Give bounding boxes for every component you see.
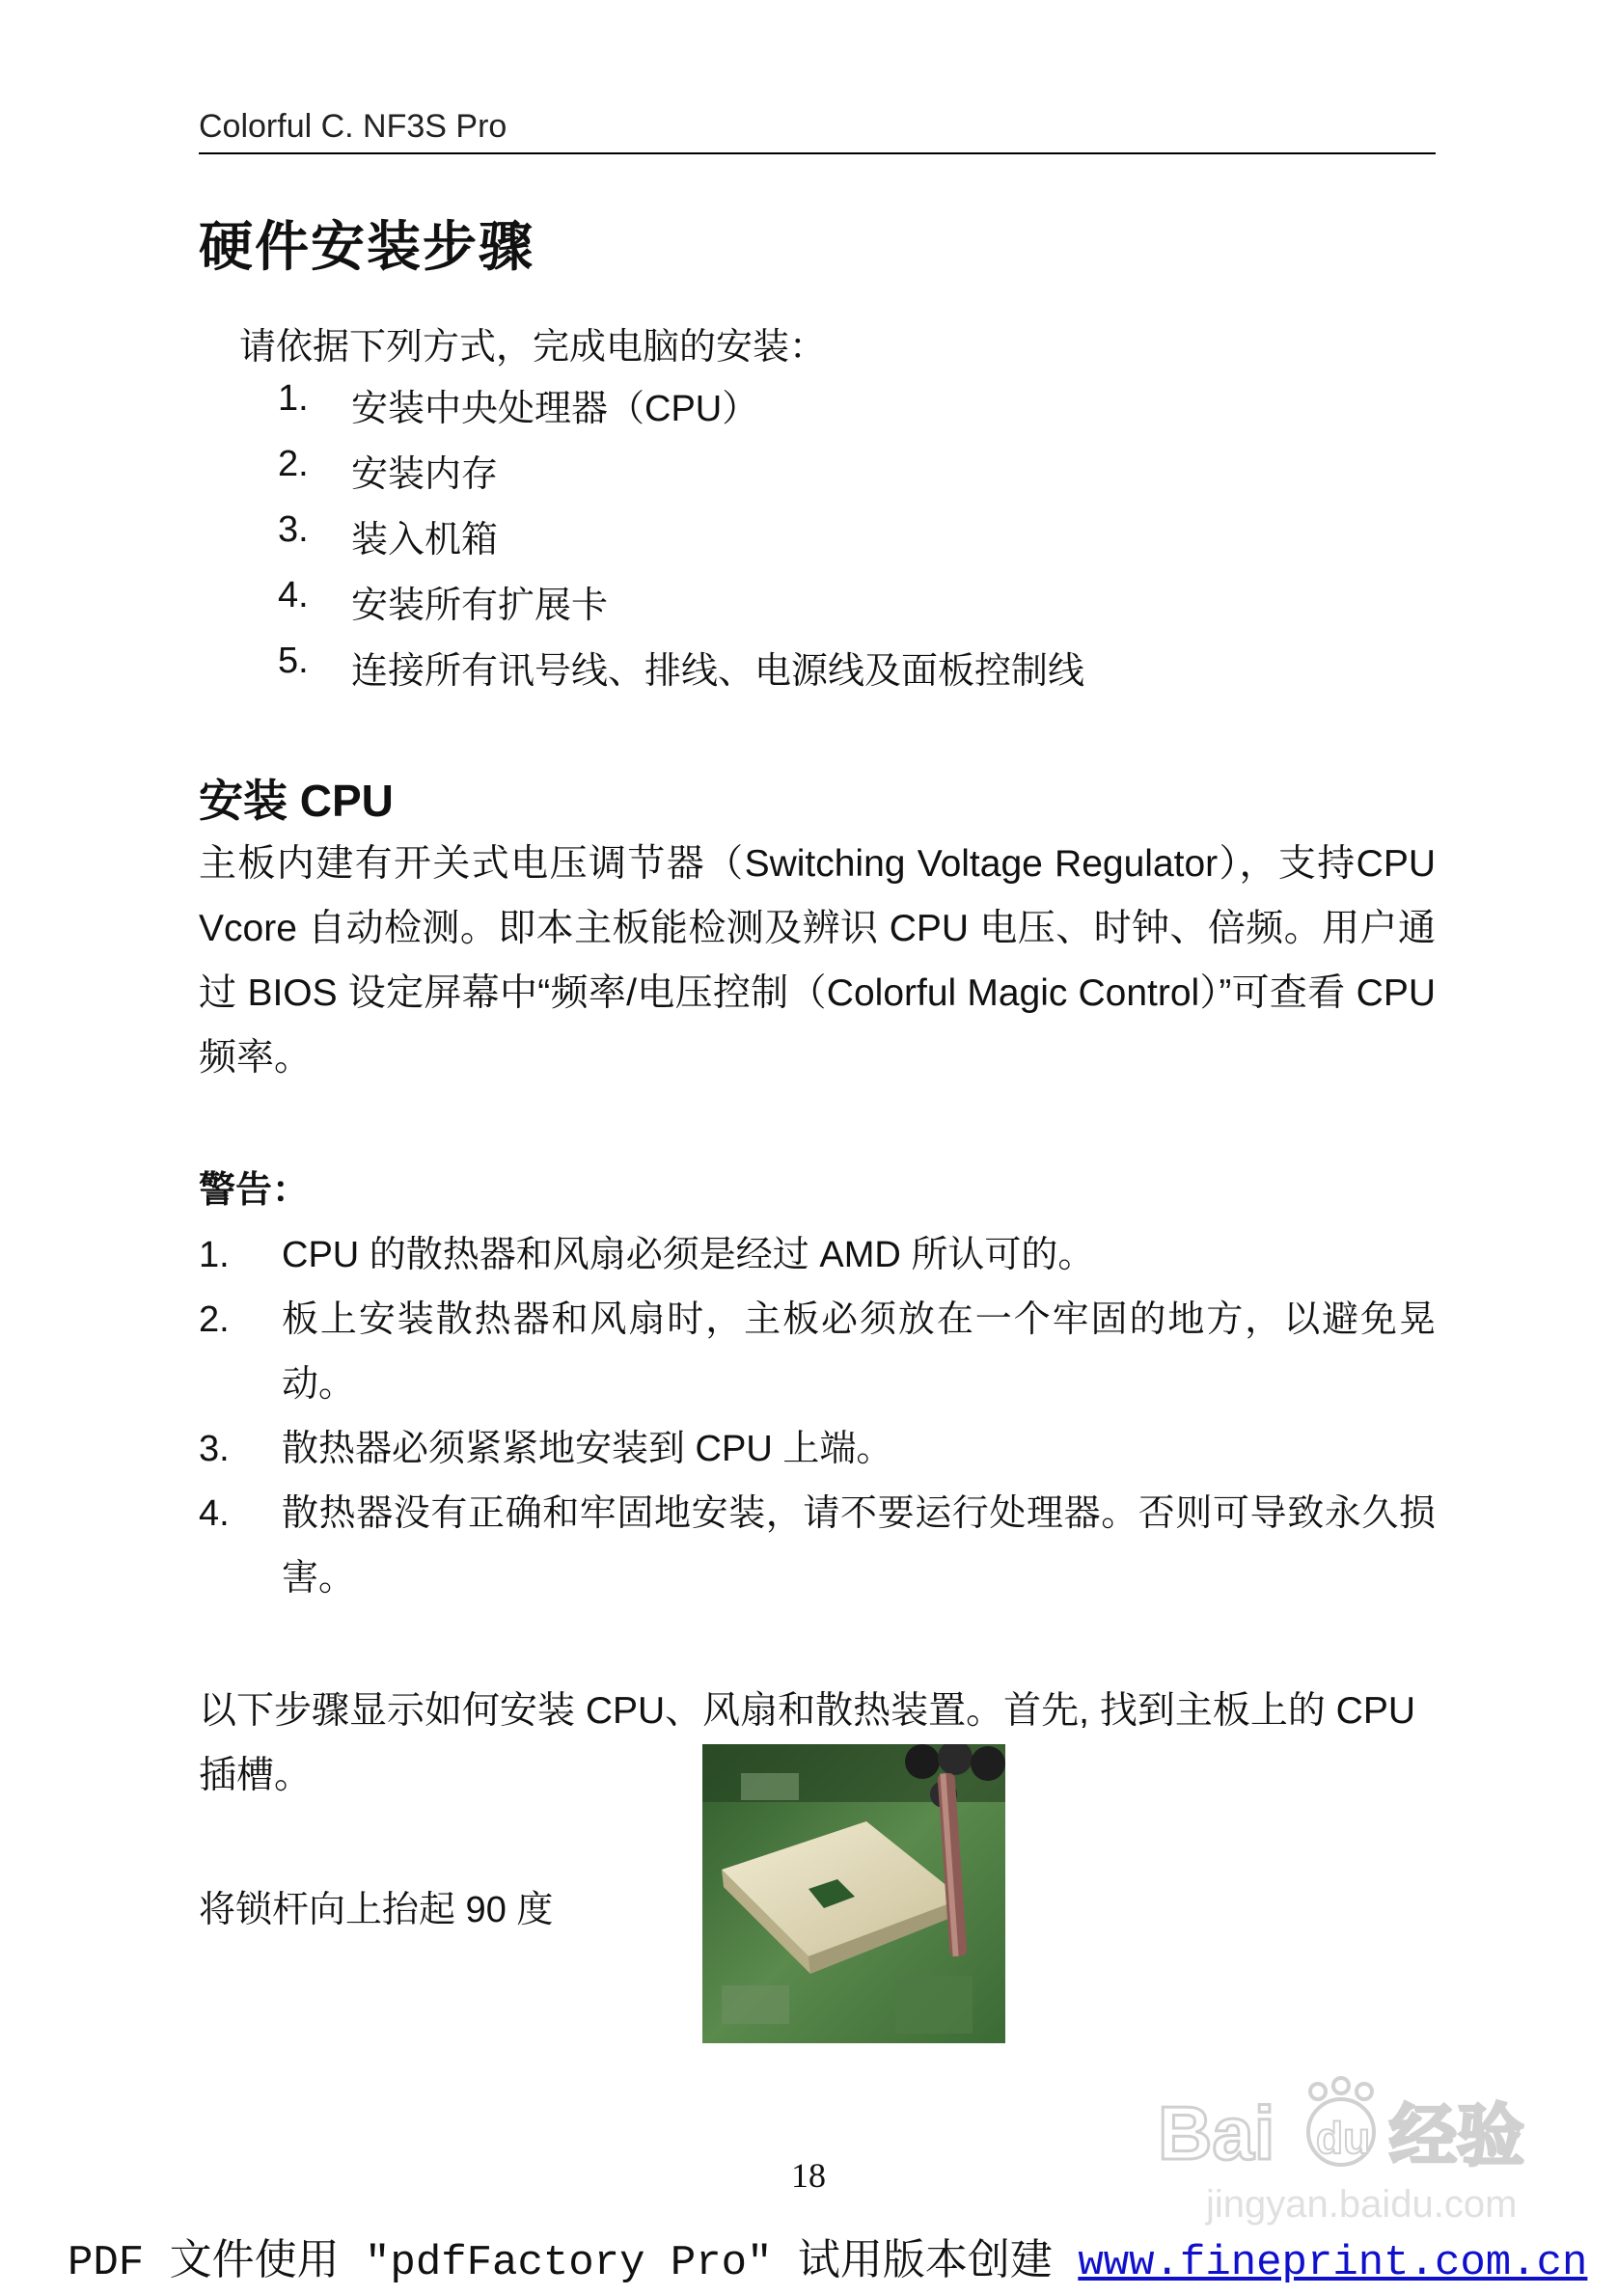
list-number: 1.: [199, 1235, 230, 1275]
list-number: 2.: [278, 444, 309, 484]
cpu-socket-photo: [702, 1744, 1005, 2043]
section-title-hardware-install: 硬件安装步骤: [199, 216, 534, 277]
warnings-list: [199, 1223, 1436, 1611]
header-divider: [199, 152, 1436, 154]
baidu-watermark: [1148, 2063, 1553, 2236]
list-text: CPU 的散热器和风扇必须是经过 AMD 所认可的。: [282, 1235, 1095, 1275]
pdf-footer: [68, 2225, 1587, 2287]
fineprint-link[interactable]: www.fineprint.com.cn: [1078, 2239, 1588, 2287]
list-number: 5.: [278, 641, 309, 681]
cpu-socket-illustration: [702, 1744, 1005, 2043]
svg-text:经验: 经验: [1389, 2096, 1524, 2175]
closing-paragraph: 以下步骤显示如何安装 CPU、风扇和散热装置。首先, 找到主板上的 CPU 插槽。: [199, 1690, 1416, 1796]
list-text: 安装所有扩展卡: [351, 586, 609, 626]
footer-text: PDF 文件使用 "pdfFactory Pro" 试用版本创建: [68, 2239, 1079, 2287]
list-text: 连接所有讯号线、排线、电源线及面板控制线: [351, 651, 1085, 692]
list-number: 4.: [278, 575, 309, 615]
list-number: 1.: [278, 378, 309, 419]
list-item: [278, 444, 1084, 509]
svg-text:jingyan.baidu.com: jingyan.baidu.com: [1206, 2183, 1518, 2226]
list-item: [278, 378, 1084, 444]
list-item: [199, 1417, 1436, 1482]
running-header: Colorful C. NF3S Pro: [199, 108, 507, 145]
list-item: [199, 1482, 1436, 1611]
list-text: 散热器没有正确和牢固地安装，请不要运行处理器。否则可导致永久损害。: [282, 1493, 1436, 1599]
section-title-install-cpu: 安装 CPU: [199, 776, 394, 826]
page-number: 18: [791, 2156, 826, 2195]
list-text: 安装内存: [351, 454, 499, 495]
install-steps-list: [278, 378, 1084, 706]
list-item: [199, 1288, 1436, 1417]
list-text: 板上安装散热器和风扇时，主板必须放在一个牢固的地方，以避免晃动。: [282, 1299, 1436, 1405]
list-item: [199, 1223, 1436, 1288]
list-item: [278, 575, 1084, 641]
lever-caption: 将锁杆向上抬起 90 度: [199, 1890, 554, 1930]
list-number: 4.: [199, 1493, 230, 1534]
warnings-title: 警告：: [199, 1170, 310, 1211]
list-number: 3.: [199, 1429, 230, 1469]
svg-text:Bai: Bai: [1158, 2091, 1275, 2175]
cpu-description-paragraph: 主板内建有开关式电压调节器（Switching Voltage Regulator），支持CPU Vcore 自动检测。即本主板能检测及辨识 CPU 电压、时钟、倍频。用户通过 BIOS 设定屏幕中“频率/电压控制（Colorful Magic Control）”可查看 CPU 频率。: [199, 843, 1436, 1079]
list-number: 3.: [278, 509, 309, 550]
list-item: [278, 509, 1084, 575]
intro-text: 请依据下列方式，完成电脑的安装：: [239, 327, 827, 368]
baidu-logo-icon: [1148, 2063, 1553, 2236]
list-text: 散热器必须紧紧地安装到 CPU 上端。: [282, 1429, 893, 1469]
list-text: 安装中央处理器（CPU）: [351, 389, 759, 429]
list-text: 装入机箱: [351, 520, 499, 560]
list-item: [278, 641, 1084, 706]
list-number: 2.: [199, 1299, 230, 1340]
svg-text:du: du: [1316, 2113, 1371, 2163]
